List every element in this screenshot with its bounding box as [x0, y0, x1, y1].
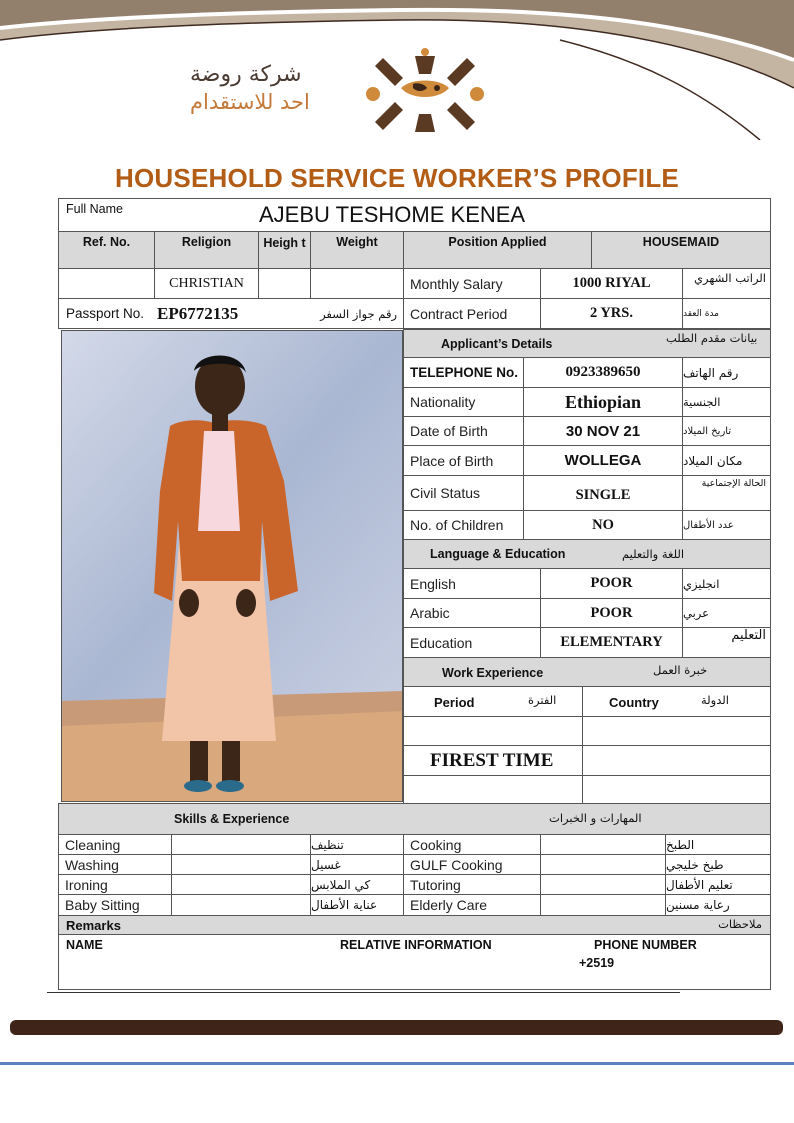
page-title: HOUSEHOLD SERVICE WORKER’S PROFILE — [115, 163, 679, 193]
monthly-salary-value: 1000 RIYAL — [540, 268, 683, 299]
remarks-relative-col: RELATIVE INFORMATION — [340, 938, 492, 952]
language-education-header — [403, 539, 771, 569]
skill-elderly-care-ar: رعاية مسنين — [665, 894, 771, 916]
skill-elderly-care-value — [540, 894, 666, 916]
monthly-salary-label: Monthly Salary — [403, 268, 541, 299]
education-label: Education — [403, 627, 541, 658]
remarks-ar: ملاحظات — [718, 917, 762, 931]
english-value: POOR — [540, 568, 683, 599]
nationality-label: Nationality — [403, 387, 524, 417]
weight-header: Weight — [310, 231, 404, 269]
full-name-row — [58, 198, 771, 232]
skill-washing-value — [171, 854, 311, 875]
full-name-label: Full Name — [66, 202, 123, 216]
telephone-ar: رقم الهاتف — [682, 357, 771, 388]
nationality-value: Ethiopian — [523, 387, 683, 417]
religion-header: Religion — [154, 231, 259, 269]
education-ar: التعليم — [682, 627, 771, 658]
place-of-birth-ar: مكان الميلاد — [682, 445, 771, 476]
contract-period-label: Contract Period — [403, 298, 541, 329]
remarks-phone-col: PHONE NUMBER — [594, 938, 697, 952]
work-country-row2 — [582, 745, 771, 776]
skill-gulf-cooking-ar: طبخ خليجي — [665, 854, 771, 875]
skills-ar: المهارات و الخبرات — [549, 811, 642, 825]
skill-elderly-care-label: Elderly Care — [403, 894, 541, 916]
arabic-ar: عربي — [682, 598, 771, 628]
passport-ar: رقم جواز السفر — [320, 307, 397, 321]
skill-washing-ar: غسيل — [310, 854, 404, 875]
religion-value: CHRISTIAN — [154, 268, 259, 299]
date-of-birth-value: 30 NOV 21 — [523, 416, 683, 446]
place-of-birth-value: WOLLEGA — [523, 445, 683, 476]
height-header: Heigh t — [258, 231, 311, 269]
work-country-row3 — [582, 775, 771, 804]
skill-ironing-label: Ironing — [58, 874, 172, 895]
country-label: Country — [609, 695, 659, 710]
period-header — [403, 686, 583, 717]
telephone-label: TELEPHONE No. — [403, 357, 524, 388]
skill-cooking-value — [540, 834, 666, 855]
applicant-details-ar: بيانات مقدم الطلب — [666, 331, 758, 345]
period-label: Period — [434, 695, 475, 710]
children-value: NO — [523, 510, 683, 540]
place-of-birth-label: Place of Birth — [403, 445, 524, 476]
bottom-rule — [47, 992, 680, 993]
skill-cleaning-value — [171, 834, 311, 855]
ref-no-header: Ref. No. — [58, 231, 155, 269]
skill-cooking-ar: الطبخ — [665, 834, 771, 855]
civil-status-ar: الحالة الإجتماعية — [682, 475, 771, 511]
skill-gulf-cooking-value — [540, 854, 666, 875]
full-name-value: AJEBU TESHOME KENEA — [259, 202, 526, 227]
skill-baby-sitting-value — [171, 894, 311, 916]
skill-baby-sitting-label: Baby Sitting — [58, 894, 172, 916]
company-logo-icon — [355, 48, 495, 140]
civil-status-label: Civil Status — [403, 475, 524, 511]
language-education-label: Language & Education — [430, 547, 566, 561]
skill-tutoring-ar: تعليم الأطفال — [665, 874, 771, 895]
date-of-birth-ar: تاريخ الميلاد — [682, 416, 771, 446]
children-ar: عدد الأطفال — [682, 510, 771, 540]
arabic-label: Arabic — [403, 598, 541, 628]
applicant-photo-image — [62, 331, 403, 802]
children-label: No. of Children — [403, 510, 524, 540]
education-value: ELEMENTARY — [540, 627, 683, 658]
language-education-ar: اللغة والتعليم — [622, 547, 685, 561]
footer-line — [0, 1062, 794, 1065]
skill-tutoring-label: Tutoring — [403, 874, 541, 895]
skill-washing-label: Washing — [58, 854, 172, 875]
telephone-value: 0923389650 — [523, 357, 683, 388]
skill-cleaning-ar: تنظيف — [310, 834, 404, 855]
nationality-ar: الجنسية — [682, 387, 771, 417]
work-period-row3 — [403, 775, 583, 804]
work-period-first-time: FIREST TIME — [403, 745, 583, 776]
period-ar: الفترة — [528, 693, 557, 707]
skill-cleaning-label: Cleaning — [58, 834, 172, 855]
skill-ironing-value — [171, 874, 311, 895]
remarks-label: Remarks — [66, 918, 121, 933]
remarks-phone-value: +2519 — [579, 956, 615, 970]
logo-text-line2: احد للاستقدام — [190, 90, 310, 114]
passport-row — [58, 298, 404, 329]
work-experience-ar: خبرة العمل — [653, 663, 708, 677]
passport-value: EP6772135 — [157, 304, 239, 323]
english-label: English — [403, 568, 541, 599]
skills-header — [58, 803, 771, 835]
work-experience-header — [403, 657, 771, 687]
civil-status-value: SINGLE — [523, 475, 683, 511]
skill-tutoring-value — [540, 874, 666, 895]
country-header — [582, 686, 771, 717]
english-ar: انجليزي — [682, 568, 771, 599]
height-value — [258, 268, 311, 299]
applicant-details-header — [403, 329, 771, 358]
skills-label: Skills & Experience — [174, 812, 290, 826]
position-value: HOUSEMAID — [591, 231, 771, 269]
country-ar: الدولة — [701, 693, 729, 707]
skill-gulf-cooking-label: GULF Cooking — [403, 854, 541, 875]
skill-ironing-ar: كي الملابس — [310, 874, 404, 895]
work-country-row1 — [582, 716, 771, 746]
arabic-value: POOR — [540, 598, 683, 628]
monthly-salary-ar: الراتب الشهري — [682, 268, 771, 299]
skill-cooking-label: Cooking — [403, 834, 541, 855]
remarks-header — [58, 915, 771, 935]
footer-bar — [10, 1020, 783, 1035]
position-applied-header: Position Applied — [403, 231, 592, 269]
passport-label: Passport No. — [66, 306, 145, 321]
applicant-details-label: Applicant’s Details — [441, 337, 553, 351]
remarks-name-col: NAME — [66, 938, 103, 952]
ref-no-value — [58, 268, 155, 299]
skill-baby-sitting-ar: عناية الأطفال — [310, 894, 404, 916]
applicant-photo — [61, 330, 403, 802]
logo-text-line1: شركة روضة — [190, 62, 302, 87]
contract-period-value: 2 YRS. — [540, 298, 683, 329]
date-of-birth-label: Date of Birth — [403, 416, 524, 446]
weight-value — [310, 268, 404, 299]
work-period-row1 — [403, 716, 583, 746]
work-experience-label: Work Experience — [442, 666, 544, 680]
remarks-body — [58, 934, 771, 990]
contract-period-ar: مدة العقد — [682, 298, 771, 329]
